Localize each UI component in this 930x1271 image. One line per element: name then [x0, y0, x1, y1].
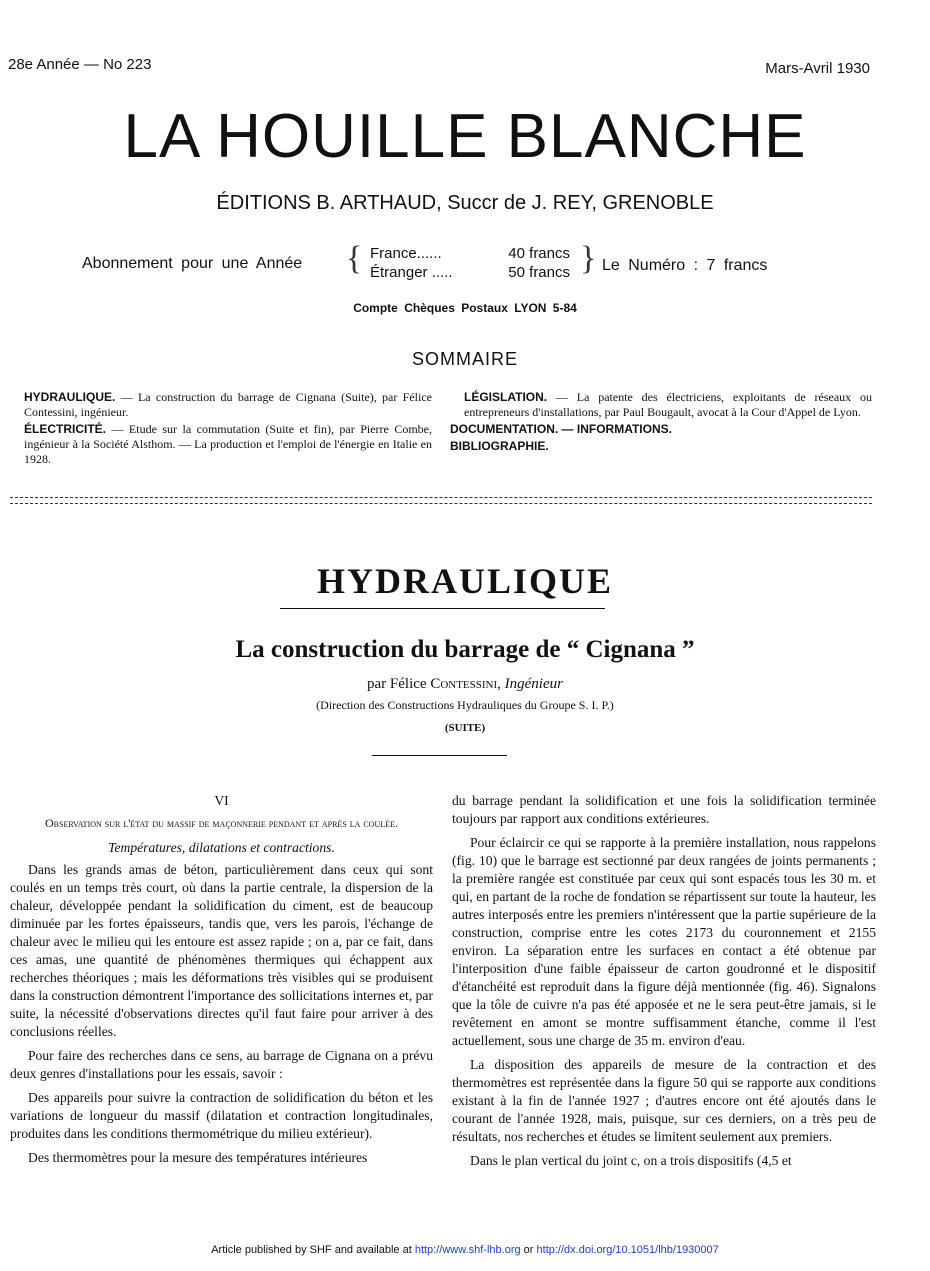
shf-link[interactable]: http://www.shf-lhb.org [414, 1244, 521, 1256]
chapter-number: VI [214, 793, 229, 808]
right-brace: } [580, 240, 597, 277]
author-name: Contessini [430, 676, 498, 692]
postal-account: Compte Chèques Postaux LYON 5-84 [353, 301, 577, 315]
byline-prefix: par Félice [367, 676, 431, 692]
divider-rule [10, 497, 872, 502]
contents-title: SOMMAIRE [411, 349, 518, 369]
left-brace: { [346, 240, 363, 277]
footer [0, 1244, 930, 1256]
column-right [452, 792, 876, 1176]
rate-etranger-label: Étranger ..... [370, 264, 453, 281]
publisher-line: ÉDITIONS B. ARTHAUD, Succr de J. REY, GRENOBLE [216, 192, 714, 214]
paragraph: Dans les grands amas de béton, particulièrement dans ceux qui sont coulés en un temps très court, où dans la partie centrale, la dispersion de la chaleur, développée pendant la solidification du ciment, est de beaucoup diminuée par les fortes épaisseurs, tandis que, vers les parois, l'échange de chaleur avec le milieu qui les entoure est assez rapide ; on a, par ce fait, dans ces amas, une quantité de phénomènes thermiques qui échappent aux recherches théoriques ; mais les déformations très visibles qui se produisent dans la construction démontrent l'importance des sollicitations internes et, par suite, la nécessité d'observations directes qu'il faut faire pour arriver à des conclusions réelles. [10, 862, 433, 1039]
contents-entry [450, 390, 872, 420]
issue-date: Mars-Avril 1930 [765, 60, 870, 77]
paragraph: Des thermomètres pour la mesure des températures intérieures [28, 1150, 368, 1165]
title-rule [372, 755, 507, 756]
subscription-label: Abonnement pour une Année [82, 255, 303, 272]
column-left [10, 792, 433, 1173]
contents-entry [450, 439, 872, 454]
suite-label: (SUITE) [444, 722, 486, 734]
contents-entry [10, 390, 432, 420]
section-underline [280, 608, 605, 609]
contents-head: HYDRAULIQUE. [24, 390, 116, 404]
paragraph: La disposition des appareils de mesure de la contraction et des thermomètres est représentée dans la figure 50 qui se rapporte aux conditions existant à la fin de l'année 1927 ; d'autres encore ont été ajoutés dans le courant de l'année 1928, mais, puisque, sur ces derniers, on a très peu de résultats, nos recherches et études se limitent seulement aux premiers. [452, 1057, 876, 1144]
contents-head: ÉLECTRICITÉ. [24, 422, 107, 436]
issue-price: Le Numéro : 7 francs [602, 257, 768, 274]
paragraph: Dans le plan vertical du joint c, on a trois dispositifs (4,5 et [470, 1153, 792, 1168]
contents-head: LÉGISLATION. [464, 390, 548, 404]
section-heading: HYDRAULIQUE [316, 561, 614, 601]
issue-number: 28e Année — No 223 [8, 56, 152, 73]
contents-entry [10, 422, 432, 467]
paragraph: Pour faire des recherches dans ce sens, au barrage de Cignana on a prévu deux genres d'installations pour les essais, savoir : [10, 1048, 433, 1081]
footer-text: Article published by SHF and available at [211, 1244, 415, 1256]
contents-head: BIBLIOGRAPHIE. [450, 439, 549, 453]
subscription-rates [370, 244, 570, 282]
subheading: Températures, dilatations et contractions. [108, 840, 335, 855]
rate-france-label: France...... [370, 245, 442, 262]
paragraph: Pour éclaircir ce qui se rapporte à la première installation, nous rappelons (fig. 10) que le barrage est sectionné par deux rangées de joints permanents ; la première rangée est constituée par ceux qui sont espacés tous les 30 m. et qui, en partant de la roche de fondation se répartissent sur toute la hauteur, les autres interposés entre les premiers n'intéressent que la partie supérieure de la construction, comprise entre les cotes 2173 du couronnement et 2155 environ. La séparation entre les surfaces en contact a été obtenue par l'interposition d'une faible épaisseur de carton goudronné et le dispositif d'étanchéité est reproduit dans la figure déjà mentionnée (fig. 46). Signalons que la tôle de cuivre n'a pas été apposée et ne le sera peut-être jamais, si le revêtement en amont se montre suffisamment étanche, comme il l'est actuellement, sous une charge de 35 m. environ d'eau. [452, 835, 876, 1048]
paragraph: Des appareils pour suivre la contraction de solidification du béton et les variations de longueur du massif (dilatation et contraction longitudinales, produites dans les conditions thermométrique du milieu extérieur). [10, 1090, 433, 1141]
contents-text: — La patente des électriciens, exploitants de réseaux ou entrepreneurs d'installations, par Paul Bougault, avocat à la Cour d'Appel de Lyon. [464, 390, 872, 419]
byline [0, 676, 930, 693]
doi-link[interactable]: http://dx.doi.org/10.1051/lhb/1930007 [536, 1244, 719, 1256]
paragraph: du barrage pendant la solidification et une fois la solidification terminée toujours par rapport aux conditions extérieures. [452, 793, 876, 826]
rate-france-price: 40 francs [508, 245, 570, 262]
rate-etranger-price: 50 francs [508, 264, 570, 281]
masthead: LA HOUILLE BLANCHE [123, 102, 807, 171]
chapter-title: Observation sur l'état du massif de maçonnerie pendant et après la coulée. [45, 816, 398, 830]
contents-right [450, 390, 872, 456]
contents-left [10, 390, 432, 469]
contents-text: — La construction du barrage de Cignana (Suite), par Félice Contessini, ingénieur. [24, 390, 432, 419]
contents-head: DOCUMENTATION. — INFORMATIONS. [450, 422, 672, 436]
article-title: La construction du barrage de “ Cignana ” [235, 636, 695, 663]
contents-entry [450, 422, 872, 437]
footer-text: or [520, 1244, 537, 1256]
direction-line: (Direction des Constructions Hydrauliques du Groupe S. I. P.) [316, 698, 614, 712]
contents-text: — Etude sur la commutation (Suite et fin), par Pierre Combe, ingénieur à la Société Alsthom. — La production et l'emploi de l'énergie en Italie en 1928. [24, 422, 432, 466]
author-role: , Ingénieur [497, 676, 563, 692]
divider-rule [10, 503, 872, 508]
